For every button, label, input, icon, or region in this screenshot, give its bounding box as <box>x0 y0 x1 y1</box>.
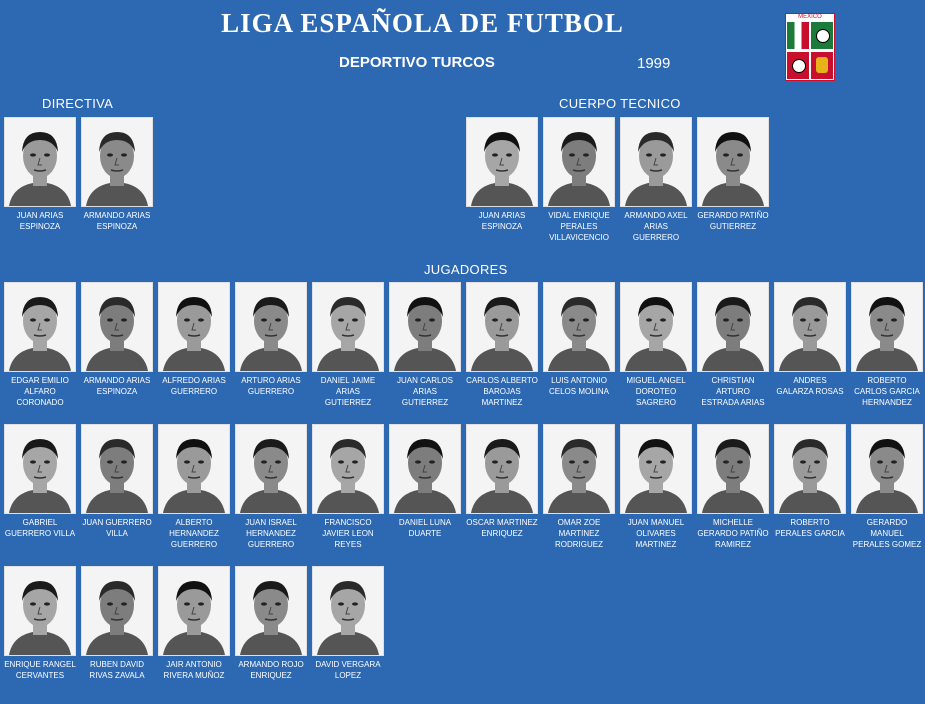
portrait-photo <box>851 282 923 372</box>
jugador-card-edgar-emilio-alfaro-coronado <box>4 282 76 408</box>
portrait-photo <box>389 282 461 372</box>
person-name: OMAR ZOE MARTINEZ RODRIGUEZ <box>555 518 603 549</box>
portrait-photo <box>4 424 76 514</box>
jugador-card-francisco-javier-leon-reyes <box>312 424 384 550</box>
person-name: ROBERTO CARLOS GARCIA HERNANDEZ <box>854 376 920 407</box>
jugador-card-juan-carlos-arias-gutierrez <box>389 282 461 408</box>
jugador-card-gabriel-guerrero-villa <box>4 424 76 539</box>
portrait-photo <box>466 282 538 372</box>
portrait-photo <box>312 566 384 656</box>
person-name: ALFREDO ARIAS GUERRERO <box>162 376 226 396</box>
portrait-photo <box>158 566 230 656</box>
jugador-card-alfredo-arias-guerrero <box>158 282 230 397</box>
person-name: JUAN ARIAS ESPINOZA <box>16 211 64 231</box>
jugador-card-alberto-hernandez-guerrero <box>158 424 230 550</box>
portrait-photo <box>158 282 230 372</box>
portrait-photo <box>620 424 692 514</box>
jugador-card-juan-israel-hernandez-guerrero <box>235 424 307 550</box>
person-name: FRANCISCO JAVIER LEON REYES <box>322 518 374 549</box>
portrait-photo <box>697 117 769 207</box>
portrait-photo <box>81 282 153 372</box>
person-name: GABRIEL GUERRERO VILLA <box>4 518 76 538</box>
person-name: ARMANDO AXEL ARIAS GUERRERO <box>624 211 688 242</box>
jugador-card-daniel-luna-duarte <box>389 424 461 539</box>
jugador-card-andres-galarza-rosas <box>774 282 846 397</box>
person-name: JUAN ARIAS ESPINOZA <box>478 211 526 231</box>
person-name: ARMANDO ARIAS ESPINOZA <box>83 211 151 231</box>
person-name: DAVID VERGARA LOPEZ <box>315 660 381 680</box>
person-name: RUBEN DAVID RIVAS ZAVALA <box>89 660 145 680</box>
person-name: LUIS ANTONIO CELOS MOLINA <box>548 376 609 396</box>
portrait-photo <box>81 117 153 207</box>
person-name: MICHELLE GERARDO PATIÑO RAMIREZ <box>697 518 769 549</box>
portrait-photo <box>466 117 538 207</box>
cuerpo-tecnico-card-armando-axel-arias-guerrero <box>620 117 692 243</box>
jugador-card-michelle-gerardo-patino-ramirez <box>697 424 769 550</box>
person-name: EDGAR EMILIO ALFARO CORONADO <box>11 376 69 407</box>
person-name: OSCAR MARTINEZ ENRIQUEZ <box>466 518 538 538</box>
portrait-photo <box>235 282 307 372</box>
cuerpo-tecnico-card-vidal-enrique-perales-villavicencio <box>543 117 615 243</box>
portrait-photo <box>312 282 384 372</box>
crest-quadrant-ball <box>811 22 833 49</box>
jugador-card-jair-antonio-rivera-munoz <box>158 566 230 681</box>
jugador-card-juan-manuel-olivares-martinez <box>620 424 692 550</box>
person-name: GERARDO MANUEL PERALES GOMEZ <box>852 518 922 549</box>
portrait-photo <box>235 566 307 656</box>
portrait-photo <box>81 424 153 514</box>
person-name: ARMANDO ROJO ENRIQUEZ <box>238 660 304 680</box>
person-name: JAIR ANTONIO RIVERA MUÑOZ <box>163 660 225 680</box>
page-title: LIGA ESPAÑOLA DE FUTBOL <box>221 8 624 38</box>
person-name: JUAN CARLOS ARIAS GUTIERREZ <box>396 376 453 407</box>
jugador-card-carlos-alberto-barojas-martinez <box>466 282 538 408</box>
season-year: 1999 <box>637 55 671 72</box>
portrait-photo <box>543 282 615 372</box>
jugador-card-ruben-david-rivas-zavala <box>81 566 153 681</box>
jugador-card-miguel-angel-doroteo-sagrero <box>620 282 692 408</box>
person-name: JUAN GUERRERO VILLA <box>82 518 152 538</box>
portrait-photo <box>312 424 384 514</box>
person-name: CHRISTIAN ARTURO ESTRADA ARIAS <box>701 376 765 407</box>
person-name: ARMANDO ARIAS ESPINOZA <box>83 376 151 396</box>
jugadores-heading: JUGADORES <box>424 262 508 277</box>
portrait-photo <box>774 282 846 372</box>
team-crest <box>785 13 835 81</box>
jugador-card-oscar-martinez-enriquez <box>466 424 538 539</box>
person-name: ARTURO ARIAS GUERRERO <box>241 376 301 396</box>
jugador-card-juan-guerrero-villa <box>81 424 153 539</box>
person-name: CARLOS ALBERTO BAROJAS MARTINEZ <box>466 376 538 407</box>
portrait-photo <box>389 424 461 514</box>
person-name: ENRIQUE RANGEL CERVANTES <box>4 660 76 680</box>
jugador-card-arturo-arias-guerrero <box>235 282 307 397</box>
person-name: MIGUEL ANGEL DOROTEO SAGRERO <box>626 376 686 407</box>
team-name: DEPORTIVO TURCOS <box>339 54 495 71</box>
portrait-photo <box>543 424 615 514</box>
person-name: DANIEL LUNA DUARTE <box>398 518 452 538</box>
jugador-card-gerardo-manuel-perales-gomez <box>851 424 923 550</box>
person-name: GERARDO PATIÑO GUTIERREZ <box>697 211 769 231</box>
jugador-card-omar-zoe-martinez-rodriguez <box>543 424 615 550</box>
jugador-card-christian-arturo-estrada-arias <box>697 282 769 408</box>
cuerpo-tecnico-card-gerardo-patino-gutierrez <box>697 117 769 232</box>
crest-quadrant-ball-red <box>787 52 809 79</box>
crest-quadrant-lion <box>811 52 833 79</box>
portrait-photo <box>697 424 769 514</box>
portrait-photo <box>774 424 846 514</box>
crest-label: MEXICO <box>798 14 822 20</box>
directiva-card-armando-arias-espinoza <box>81 117 153 232</box>
crest-quadrant-eagle <box>787 22 809 49</box>
portrait-photo <box>620 282 692 372</box>
person-name: ALBERTO HERNANDEZ GUERRERO <box>169 518 219 549</box>
portrait-photo <box>620 117 692 207</box>
jugador-card-david-vergara-lopez <box>312 566 384 681</box>
portrait-photo <box>158 424 230 514</box>
jugador-card-roberto-perales-garcia <box>774 424 846 539</box>
portrait-photo <box>4 117 76 207</box>
portrait-photo <box>697 282 769 372</box>
jugador-card-luis-antonio-celos-molina <box>543 282 615 397</box>
jugador-card-roberto-carlos-garcia-hernandez <box>851 282 923 408</box>
portrait-photo <box>543 117 615 207</box>
cuerpo-tecnico-card-juan-arias-espinoza <box>466 117 538 232</box>
portrait-photo <box>4 282 76 372</box>
directiva-heading: DIRECTIVA <box>42 96 114 111</box>
person-name: JUAN MANUEL OLIVARES MARTINEZ <box>627 518 685 549</box>
directiva-card-juan-arias-espinoza <box>4 117 76 232</box>
person-name: ANDRES GALARZA ROSAS <box>776 376 844 396</box>
person-name: DANIEL JAIME ARIAS GUTIERREZ <box>320 376 376 407</box>
jugador-card-daniel-jaime-arias-gutierrez <box>312 282 384 408</box>
person-name: ROBERTO PERALES GARCIA <box>775 518 845 538</box>
jugador-card-armando-arias-espinoza <box>81 282 153 397</box>
jugador-card-armando-rojo-enriquez <box>235 566 307 681</box>
person-name: VIDAL ENRIQUE PERALES VILLAVICENCIO <box>548 211 610 242</box>
portrait-photo <box>81 566 153 656</box>
cuerpo-tecnico-heading: CUERPO TECNICO <box>559 96 681 111</box>
portrait-photo <box>4 566 76 656</box>
portrait-photo <box>466 424 538 514</box>
jugador-card-enrique-rangel-cervantes <box>4 566 76 681</box>
portrait-photo <box>851 424 923 514</box>
portrait-photo <box>235 424 307 514</box>
person-name: JUAN ISRAEL HERNANDEZ GUERRERO <box>245 518 297 549</box>
